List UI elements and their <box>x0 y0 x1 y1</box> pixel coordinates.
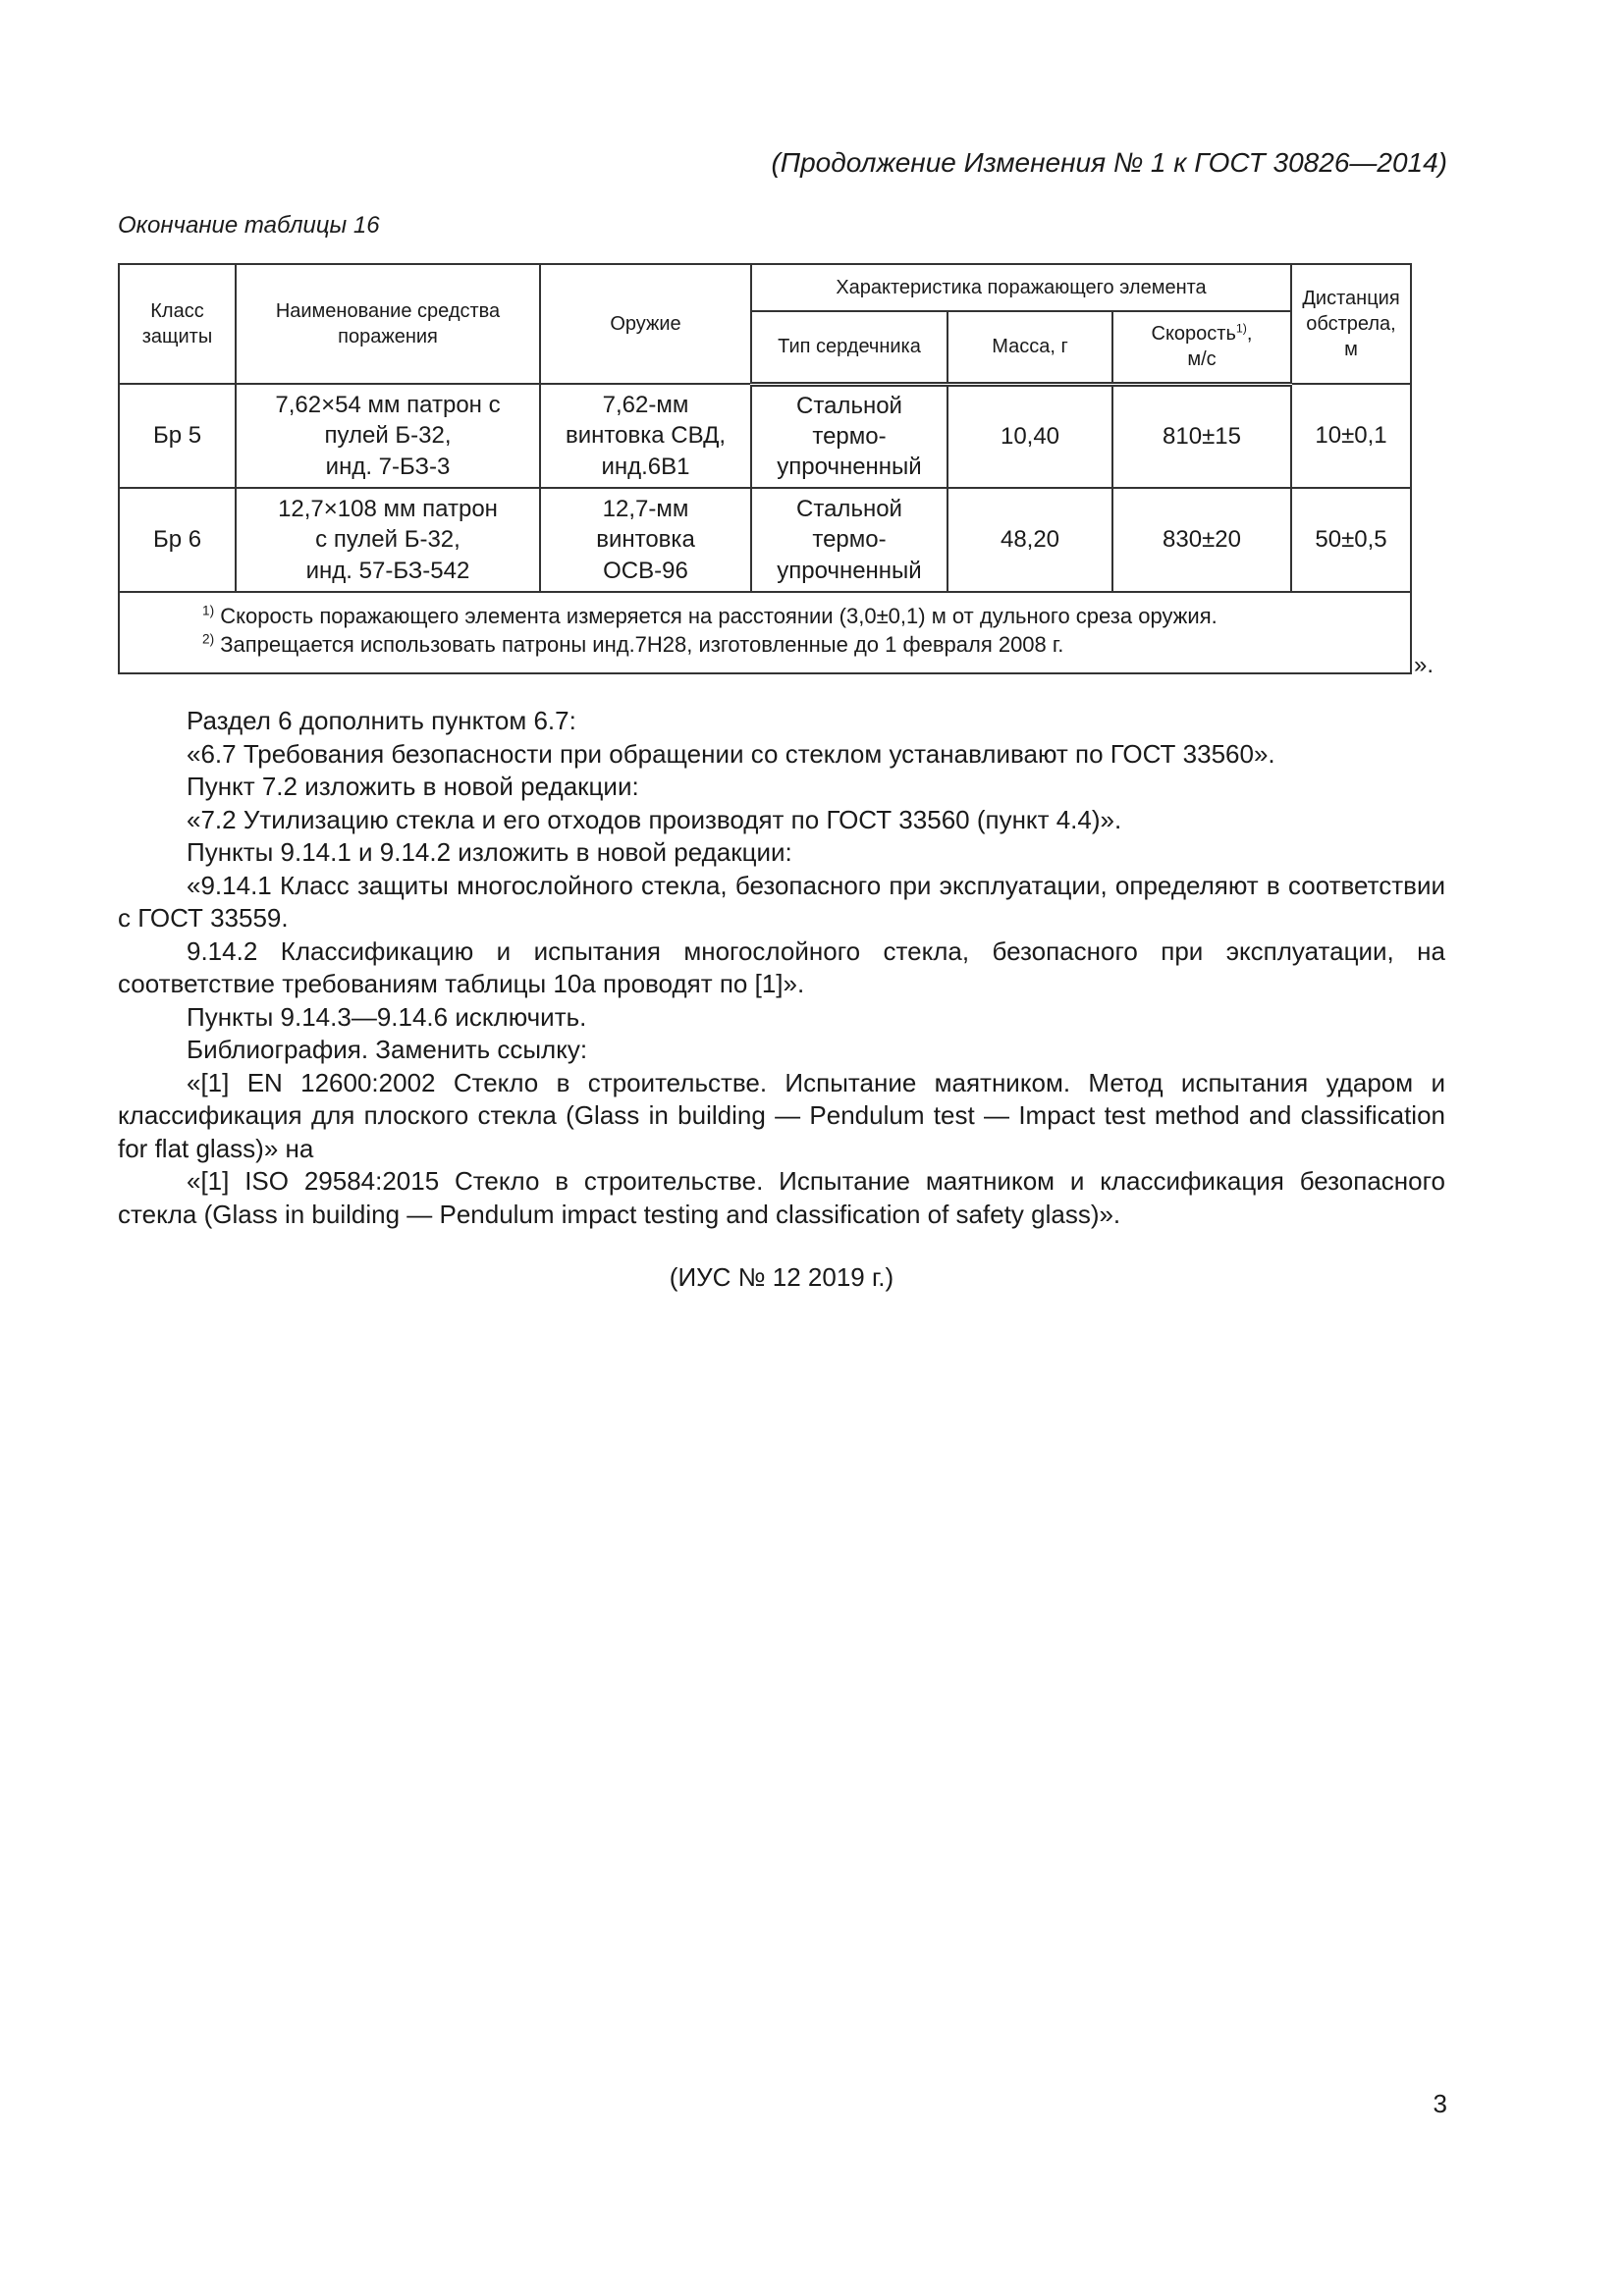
header-characteristic: Характеристика поражающего элемента <box>751 264 1291 311</box>
row-2-core <box>751 488 947 592</box>
table-row <box>119 384 1411 488</box>
row-2-core-line-1: Стальной <box>796 496 902 523</box>
paragraph-5: Пункты 9.14.1 и 9.14.2 изложить в новой редакции: <box>187 837 792 867</box>
row-1-weapon-line-1: 7,62-мм <box>602 392 689 419</box>
table-footnotes <box>119 592 1411 673</box>
row-2-mass: 48,20 <box>947 488 1112 592</box>
header-class: Класс защиты <box>119 264 236 384</box>
header-name: Наименование средства поражения <box>236 264 540 384</box>
row-2-speed: 830±20 <box>1112 488 1291 592</box>
page-number: 3 <box>1433 2089 1447 2118</box>
amendment-text <box>118 705 1445 1231</box>
footnote-2-text: Запрещается использовать патроны инд.7Н28, изготовленные до 1 февраля 2008 г. <box>214 631 1064 657</box>
footnote-1-text: Скорость поражающего элемента измеряется на расстоянии (3,0±0,1) м от дульного среза оружия. <box>214 604 1218 628</box>
table-caption: Окончание таблицы 16 <box>118 212 380 239</box>
page-header: (Продолжение Изменения № 1 к ГОСТ 30826—2014) <box>771 147 1447 178</box>
row-1-core <box>751 384 947 488</box>
row-2-weapon-line-1: 12,7-мм <box>602 496 689 523</box>
footnote-1-mark: 1) <box>202 603 215 618</box>
row-2-weapon <box>540 488 751 592</box>
row-1-core-line-1: Стальной <box>796 392 902 419</box>
table-row <box>119 488 1411 592</box>
paragraph-11: «[1] ISO 29584:2015 Стекло в строительстве. Испытание маятником и классификация безопасного стекла (Glass in building — Pendulum impact testing and classification of safety glass)». <box>118 1166 1445 1229</box>
header-speed-footnote-mark: 1) <box>1235 321 1247 336</box>
row-1-mass: 10,40 <box>947 384 1112 488</box>
row-2-class: Бр 6 <box>119 488 236 592</box>
row-1-speed: 810±15 <box>1112 384 1291 488</box>
row-1-name-line-2: пулей Б-32, <box>324 422 452 450</box>
row-1-weapon-line-2: винтовка СВД, <box>565 422 726 450</box>
row-2-name-line-3: инд. 57-БЗ-542 <box>305 557 470 584</box>
paragraph-9: Библиография. Заменить ссылку: <box>187 1035 588 1064</box>
paragraph-6: «9.14.1 Класс защиты многослойного стекла, безопасного при эксплуатации, определяют в соответствии с ГОСТ 33559. <box>118 870 1445 933</box>
header-speed <box>1112 311 1291 384</box>
row-1-name <box>236 384 540 488</box>
row-1-class: Бр 5 <box>119 384 236 488</box>
row-2-name-line-1: 12,7×108 мм патрон <box>278 496 498 523</box>
row-1-name-line-3: инд. 7-БЗ-3 <box>325 453 451 480</box>
paragraph-7: 9.14.2 Классификацию и испытания многослойного стекла, безопасного при эксплуатации, на соответствие требованиям таблицы 10а проводят по [1]». <box>118 935 1445 998</box>
paragraph-4: «7.2 Утилизацию стекла и его отходов производят по ГОСТ 33560 (пункт 4.4)». <box>187 804 1122 834</box>
ius-reference: (ИУС № 12 2019 г.) <box>669 1262 894 1292</box>
paragraph-1: Раздел 6 дополнить пунктом 6.7: <box>187 706 576 735</box>
header-core-type: Тип сердечника <box>751 311 947 384</box>
row-2-name-line-2: с пулей Б-32, <box>315 526 460 554</box>
row-1-core-line-3: упрочненный <box>777 454 922 481</box>
footnote-2-mark: 2) <box>202 631 215 647</box>
row-1-core-line-2: термо- <box>812 423 887 451</box>
paragraph-2: «6.7 Требования безопасности при обращении со стеклом устанавливают по ГОСТ 33560». <box>187 738 1275 769</box>
header-speed-comma: , <box>1246 323 1253 346</box>
paragraph-8: Пункты 9.14.3—9.14.6 исключить. <box>187 1001 587 1032</box>
row-2-core-line-3: упрочненный <box>777 557 922 584</box>
header-mass: Масса, г <box>947 311 1112 384</box>
header-weapon: Оружие <box>540 264 751 384</box>
row-1-weapon <box>540 384 751 488</box>
header-speed-unit: м/с <box>1187 348 1217 371</box>
paragraph-3: Пункт 7.2 изложить в новой редакции: <box>187 772 639 801</box>
protection-class-table <box>118 263 1412 674</box>
row-2-weapon-line-3: ОСВ-96 <box>603 557 688 584</box>
row-2-weapon-line-2: винтовка <box>596 526 695 554</box>
table-closing-quote: ». <box>1414 652 1435 678</box>
row-2-distance: 50±0,5 <box>1291 488 1411 592</box>
header-distance: Дистанция обстрела, м <box>1291 264 1411 384</box>
table-16-end <box>118 263 1410 674</box>
footnote-1 <box>202 603 1394 631</box>
row-1-name-line-1: 7,62×54 мм патрон с <box>275 392 501 419</box>
row-1-distance: 10±0,1 <box>1291 384 1411 488</box>
header-speed-label: Скорость <box>1151 323 1236 346</box>
paragraph-10: «[1] EN 12600:2002 Стекло в строительстве. Испытание маятником. Метод испытания ударом и классификация для плоского стекла (Glass in building — Pendulum test — Impact test method and classification for flat glass)» на <box>118 1067 1445 1163</box>
row-1-weapon-line-3: инд.6В1 <box>601 453 690 480</box>
footnote-2 <box>202 631 1394 660</box>
row-2-core-line-2: термо- <box>812 526 887 554</box>
row-2-name <box>236 488 540 592</box>
